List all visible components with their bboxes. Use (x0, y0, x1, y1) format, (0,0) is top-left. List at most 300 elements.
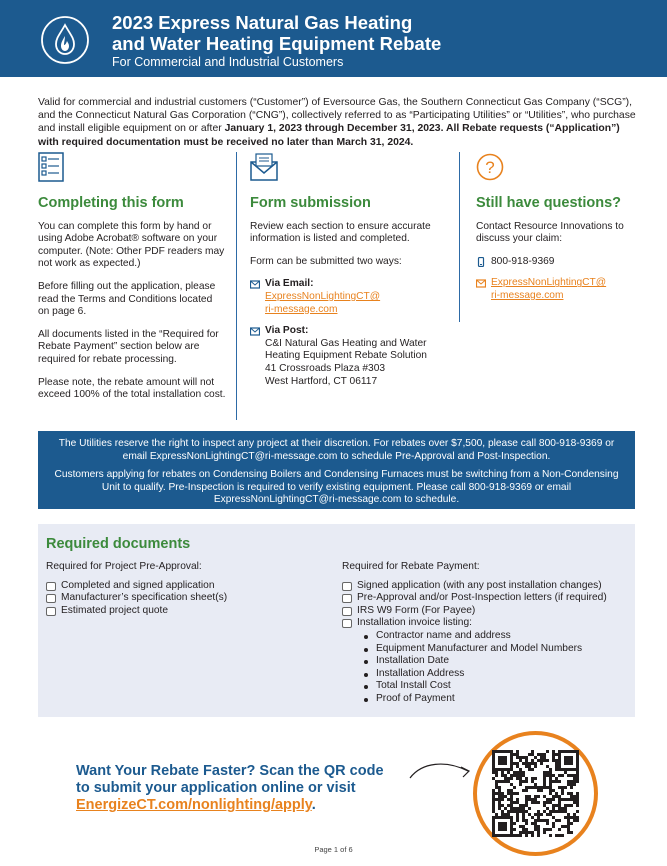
qr-module (543, 786, 546, 789)
qr-module (540, 819, 543, 822)
list-item (358, 693, 632, 706)
qr-module (567, 816, 570, 819)
qr-module (504, 807, 507, 810)
qr-module (513, 753, 516, 756)
completing-p3: All documents listed in the “Required for Rebate Payment” section below are required for rebate processing. (38, 328, 219, 365)
qr-module (522, 819, 525, 822)
qr-module (567, 780, 570, 783)
qr-module (519, 825, 522, 828)
qr-module (534, 786, 537, 789)
qr-module (534, 819, 537, 822)
qr-module (567, 828, 570, 831)
qr-module (543, 753, 546, 756)
checkbox[interactable] (342, 582, 352, 591)
qr-module (576, 771, 579, 774)
qr-module (573, 813, 576, 816)
qr-module (546, 828, 549, 831)
qr-module (498, 792, 501, 795)
qr-module (525, 828, 528, 831)
qr-module (543, 780, 546, 783)
qr-module (522, 771, 525, 774)
qr-module (516, 771, 519, 774)
qr-module (558, 798, 561, 801)
qr-module (525, 765, 528, 768)
page-subtitle: For Commercial and Industrial Customers (112, 55, 344, 69)
qr-module (546, 759, 549, 762)
qr-module (567, 819, 570, 822)
title-line-1: 2023 Express Natural Gas Heating (112, 12, 413, 33)
qr-module (552, 774, 555, 777)
qr-module (522, 774, 525, 777)
qr-module (558, 780, 561, 783)
qr-module (558, 786, 561, 789)
qr-module (516, 750, 519, 753)
post-line-1: C&I Natural Gas Heating and Water (265, 337, 427, 349)
qr-module (498, 798, 501, 801)
qr-module (549, 792, 552, 795)
qr-module (576, 777, 579, 780)
checkbox[interactable] (46, 582, 56, 591)
qr-module (522, 780, 525, 783)
qr-module (495, 774, 498, 777)
qr-module (543, 801, 546, 804)
page-title (112, 12, 441, 54)
qr-module (573, 816, 576, 819)
qr-module (549, 828, 552, 831)
qr-finder (498, 822, 507, 831)
qr-module (552, 822, 555, 825)
qr-module (549, 774, 552, 777)
qr-module (567, 783, 570, 786)
qr-module (522, 807, 525, 810)
form-submission-section (250, 152, 450, 397)
qr-module (501, 813, 504, 816)
submit-via-post (250, 325, 450, 388)
qr-module (546, 771, 549, 774)
completing-p1: You can complete this form by hand or using Adobe Acrobat® software on your computer. (Note: Other PDF readers may not work as expected.) (38, 220, 225, 270)
qr-module (540, 759, 543, 762)
qr-module (513, 822, 516, 825)
qr-module (570, 786, 573, 789)
qr-module (555, 762, 558, 765)
checkbox[interactable] (46, 607, 56, 616)
qr-module (540, 762, 543, 765)
qr-module (516, 756, 519, 759)
checkbox-label: Completed and signed application (61, 579, 215, 591)
qr-module (549, 771, 552, 774)
qr-module (528, 753, 531, 756)
qr-module (552, 789, 555, 792)
qr-module (558, 804, 561, 807)
qr-module (561, 789, 564, 792)
qr-module (510, 777, 513, 780)
qr-module (564, 798, 567, 801)
qr-module (552, 807, 555, 810)
qr-module (492, 807, 495, 810)
qr-module (570, 792, 573, 795)
qr-module (543, 771, 546, 774)
qr-module (543, 777, 546, 780)
qr-module (561, 798, 564, 801)
qr-module (546, 798, 549, 801)
qr-module (558, 834, 561, 837)
qr-module (504, 780, 507, 783)
qr-module (522, 816, 525, 819)
notice-p1: The Utilities reserve the right to inspect any project at their discretion. For rebates over $7,500, please call 800-918-9369 or email ExpressNonLightingCT@ri-message.com to schedule Pre-Approval and Post-Inspection. (58, 438, 615, 462)
qr-module (519, 768, 522, 771)
qr-module (513, 828, 516, 831)
qr-module (561, 834, 564, 837)
qr-module (552, 759, 555, 762)
qr-module (561, 807, 564, 810)
qr-module (555, 792, 558, 795)
qr-module (498, 804, 501, 807)
qr-module (528, 786, 531, 789)
checkbox-label: IRS W9 Form (For Payee) (357, 604, 476, 616)
qr-module (531, 801, 534, 804)
qr-module (546, 807, 549, 810)
qr-module (555, 780, 558, 783)
qr-module (537, 801, 540, 804)
qr-module (576, 801, 579, 804)
bullet-text: Proof of Payment (376, 692, 455, 704)
qr-module (549, 768, 552, 771)
bullet-text: Installation Address (376, 667, 465, 679)
qr-module (573, 795, 576, 798)
qr-module (567, 813, 570, 816)
list-item (358, 680, 632, 693)
checkbox-item[interactable] (46, 592, 326, 605)
qr-module (528, 795, 531, 798)
list-item (358, 668, 632, 681)
qr-module (525, 810, 528, 813)
completing-form-section (38, 152, 226, 412)
qr-module (525, 762, 528, 765)
qr-module (567, 804, 570, 807)
qr-module (546, 822, 549, 825)
qr-module (549, 789, 552, 792)
qr-module (573, 774, 576, 777)
completing-p2: Before filling out the application, please read the Terms and Conditions located on page 6. (38, 280, 216, 318)
checkbox-label: Manufacturer’s specification sheet(s) (61, 592, 228, 604)
qr-module (573, 798, 576, 801)
qr-module (546, 786, 549, 789)
intro-paragraph (38, 96, 638, 149)
email-label: Via Email: (265, 278, 314, 290)
checkbox[interactable] (342, 619, 352, 628)
qr-module (507, 789, 510, 792)
submission-email-link[interactable] (265, 291, 380, 316)
checkbox-item[interactable] (342, 617, 632, 630)
qr-module (519, 771, 522, 774)
qr-module (558, 795, 561, 798)
qr-module (519, 810, 522, 813)
qr-module (537, 828, 540, 831)
qr-module (495, 798, 498, 801)
qr-module (576, 792, 579, 795)
checkbox-label: Installation invoice listing: (357, 617, 472, 629)
qr-module (576, 795, 579, 798)
qr-module (549, 798, 552, 801)
qr-module (516, 816, 519, 819)
qr-module (549, 810, 552, 813)
qr-module (525, 759, 528, 762)
apply-online-link[interactable]: EnergizeCT.com/nonlighting/apply (76, 797, 312, 813)
qr-module (558, 774, 561, 777)
qr-module (519, 780, 522, 783)
qr-module (567, 774, 570, 777)
bullet-text: Contractor name and address (376, 629, 511, 641)
post-line-3: 41 Crossroads Plaza #303 (265, 362, 386, 374)
qr-module (510, 795, 513, 798)
qr-module (528, 831, 531, 834)
qr-module (573, 819, 576, 822)
column-divider (459, 152, 460, 322)
cta-line-1: Want Your Rebate Faster? Scan the QR code (76, 763, 384, 779)
qr-module (522, 813, 525, 816)
post-label: Via Post: (265, 325, 309, 337)
qr-module (555, 759, 558, 762)
qr-module (576, 780, 579, 783)
checkbox-item[interactable] (46, 605, 326, 618)
qr-module (525, 777, 528, 780)
qr-module (495, 792, 498, 795)
qr-module (570, 780, 573, 783)
questions-title: Still have questions? (476, 194, 622, 211)
required-documents-panel (38, 524, 635, 717)
qr-module (543, 795, 546, 798)
qr-module (540, 753, 543, 756)
qr-module (516, 753, 519, 756)
qr-module (546, 801, 549, 804)
checkbox-label: Estimated project quote (61, 604, 169, 616)
qr-module (519, 756, 522, 759)
qr-module (507, 777, 510, 780)
qr-module (528, 813, 531, 816)
qr-module (546, 750, 549, 753)
qr-module (537, 810, 540, 813)
qr-module (558, 819, 561, 822)
qr-module (525, 831, 528, 834)
qr-module (516, 819, 519, 822)
qr-module (561, 792, 564, 795)
qr-module (516, 774, 519, 777)
checkbox[interactable] (46, 594, 56, 603)
qr-module (501, 771, 504, 774)
payment-list (342, 561, 632, 706)
qr-module (537, 789, 540, 792)
qr-module (498, 789, 501, 792)
completing-form-title: Completing this form (38, 194, 184, 211)
checkbox-label: Pre-Approval and/or Post-Inspection letters (if required) (357, 592, 607, 604)
checkbox-item[interactable] (342, 592, 632, 605)
qr-module (531, 759, 534, 762)
phone-icon (476, 257, 486, 267)
qr-module (513, 771, 516, 774)
qr-module (564, 804, 567, 807)
qr-module (534, 762, 537, 765)
qr-module (516, 765, 519, 768)
qr-module (504, 777, 507, 780)
qr-module (525, 795, 528, 798)
qr-module (537, 813, 540, 816)
mail-icon (250, 326, 260, 336)
qr-module (561, 810, 564, 813)
questions-email-link[interactable] (491, 277, 606, 302)
qr-module (507, 798, 510, 801)
qr-finder (564, 756, 573, 765)
qr-module (552, 816, 555, 819)
qr-module (516, 807, 519, 810)
qr-module (522, 789, 525, 792)
email-icon (476, 278, 486, 288)
qr-module (516, 762, 519, 765)
qr-module (570, 822, 573, 825)
qr-module (516, 813, 519, 816)
intro-deadline: All Rebate requests (“Application”) with required documentation must be received no later than March 31, 2024. (38, 123, 620, 148)
qr-module (576, 798, 579, 801)
qr-module (519, 783, 522, 786)
qr-module (534, 795, 537, 798)
contact-phone (476, 256, 646, 269)
qr-module (543, 756, 546, 759)
qr-module (519, 777, 522, 780)
qr-module (567, 825, 570, 828)
header-banner (0, 0, 667, 77)
qr-module (525, 789, 528, 792)
qr-module (576, 774, 579, 777)
qr-module (537, 759, 540, 762)
qr-module (498, 780, 501, 783)
qr-module (564, 786, 567, 789)
qr-module (510, 810, 513, 813)
qr-module (504, 813, 507, 816)
qr-module (552, 756, 555, 759)
qr-module (525, 834, 528, 837)
qr-module (528, 762, 531, 765)
qr-module (531, 753, 534, 756)
qr-module (519, 831, 522, 834)
qr-module (516, 834, 519, 837)
qr-module (513, 786, 516, 789)
qr-module (531, 777, 534, 780)
qr-module (573, 801, 576, 804)
qr-module (534, 801, 537, 804)
qr-module (555, 819, 558, 822)
qr-module (540, 756, 543, 759)
qr-module (573, 780, 576, 783)
qr-module (537, 831, 540, 834)
qr-module (555, 834, 558, 837)
qr-module (522, 804, 525, 807)
qr-call-to-action (76, 763, 416, 814)
qr-module (576, 816, 579, 819)
qr-module (534, 783, 537, 786)
qr-module (555, 804, 558, 807)
qr-code-icon[interactable] (473, 731, 598, 856)
qr-module (531, 780, 534, 783)
checkbox[interactable] (342, 594, 352, 603)
qr-module (510, 798, 513, 801)
qr-module (558, 801, 561, 804)
email-line-2: ri-message.com (265, 303, 338, 315)
checkbox[interactable] (342, 607, 352, 616)
qr-module (525, 786, 528, 789)
qr-module (543, 819, 546, 822)
qr-module (495, 813, 498, 816)
qr-module (492, 795, 495, 798)
qr-module (525, 780, 528, 783)
qr-module (549, 801, 552, 804)
qr-module (528, 768, 531, 771)
qr-module (555, 795, 558, 798)
qr-module (537, 786, 540, 789)
qr-module (492, 792, 495, 795)
qr-module (534, 828, 537, 831)
qr-module (525, 756, 528, 759)
qr-module (543, 774, 546, 777)
qr-module (543, 759, 546, 762)
cta-line-2: to submit your application online or visit (76, 780, 356, 796)
submit-via-email (250, 278, 450, 316)
qr-module (534, 813, 537, 816)
qr-module (513, 834, 516, 837)
qr-module (498, 807, 501, 810)
qr-module (522, 825, 525, 828)
list-item (358, 655, 632, 668)
qr-module (534, 777, 537, 780)
qr-module (546, 813, 549, 816)
qr-module (507, 810, 510, 813)
qr-module (537, 753, 540, 756)
qr-module (510, 783, 513, 786)
qr-module (543, 804, 546, 807)
checkbox-item[interactable] (46, 580, 326, 593)
qr-module (519, 759, 522, 762)
bullet-text: Equipment Manufacturer and Model Numbers (376, 642, 583, 654)
checkbox-item[interactable] (342, 605, 632, 618)
qr-module (561, 825, 564, 828)
qr-module (537, 816, 540, 819)
qr-module (549, 777, 552, 780)
phone-number[interactable]: 800-918-9369 (491, 255, 555, 267)
qr-module (558, 810, 561, 813)
qr-module (528, 807, 531, 810)
intro-dates: January 1, 2023 through December 31, 2023. (224, 123, 444, 135)
qr-module (492, 798, 495, 801)
page-number: Page 1 of 6 (314, 845, 353, 854)
qr-module (501, 810, 504, 813)
qr-module (552, 810, 555, 813)
qr-module (555, 765, 558, 768)
qr-module (537, 819, 540, 822)
qr-module (549, 783, 552, 786)
qr-module (531, 768, 534, 771)
qr-module (492, 810, 495, 813)
qr-module (567, 792, 570, 795)
qr-module (516, 792, 519, 795)
qr-module (552, 780, 555, 783)
qr-module (540, 813, 543, 816)
qr-module (531, 834, 534, 837)
qr-module (552, 825, 555, 828)
qr-module (501, 780, 504, 783)
qr-module (549, 786, 552, 789)
qr-module (513, 792, 516, 795)
checkbox-item[interactable] (342, 580, 632, 593)
bullet-text: Installation Date (376, 655, 450, 667)
qr-module (492, 801, 495, 804)
